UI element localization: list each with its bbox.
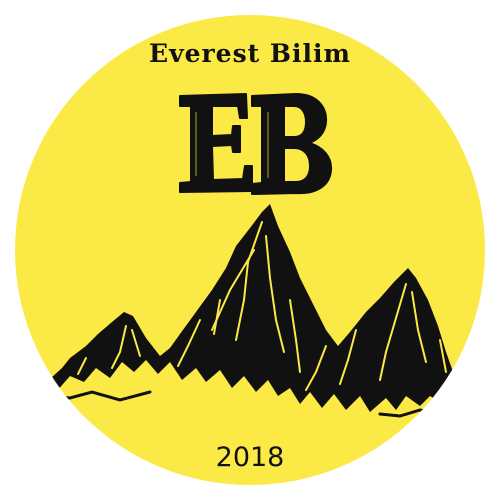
brand-name: Everest Bilim	[149, 39, 351, 68]
eb-monogram	[180, 94, 331, 194]
monogram-letter-b	[252, 94, 331, 194]
mountain-peaks-icon	[40, 204, 466, 416]
monogram-letter-e	[180, 94, 252, 192]
founding-year: 2018	[215, 442, 285, 473]
